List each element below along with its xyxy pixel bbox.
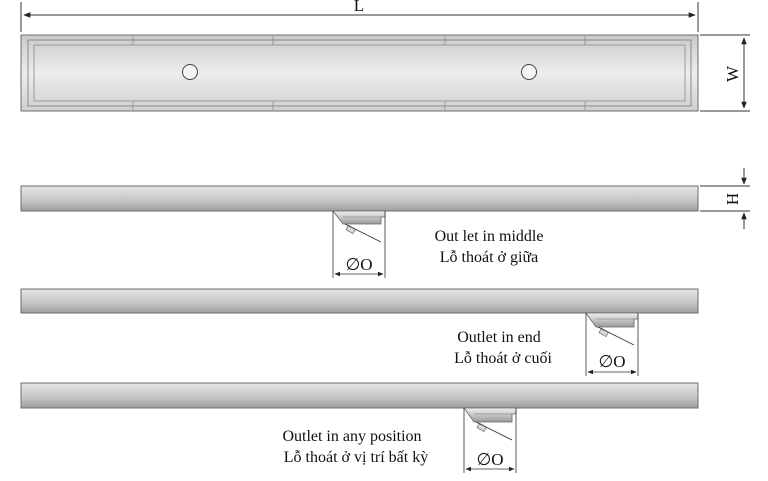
caption-vi-middle: Lỗ thoát ở giữa <box>439 249 539 266</box>
top-view <box>21 0 750 111</box>
outlet-diameter-label: ∅O <box>476 450 504 469</box>
height-label: H <box>723 192 742 206</box>
side-view-middle-outlet <box>21 168 750 278</box>
caption-en-end: Outlet in end <box>457 329 541 346</box>
outlet-end <box>586 313 638 376</box>
drain-body-side <box>21 383 698 408</box>
caption-en-any: Outlet in any position <box>282 428 422 445</box>
lift-hole-left <box>183 65 198 80</box>
outlet-body <box>333 211 385 224</box>
caption-vi-any: Lỗ thoát ở vị trí bất kỳ <box>283 449 429 466</box>
width-label: W <box>723 65 742 83</box>
outlet-body <box>586 313 638 327</box>
outlet-diameter-label: ∅O <box>345 255 373 274</box>
drain-body-side <box>21 289 698 313</box>
outlet-body <box>464 408 516 422</box>
outlet-any <box>464 408 516 473</box>
side-view-end-outlet <box>21 289 698 376</box>
length-label: L <box>353 0 365 15</box>
drain-body-side <box>21 186 698 211</box>
caption-en-middle: Out let in middle <box>434 228 544 245</box>
outlet-middle <box>333 211 385 278</box>
outlet-diameter-label: ∅O <box>598 352 626 371</box>
caption-vi-end: Lỗ thoát ở cuối <box>454 350 552 367</box>
side-view-any-position-outlet <box>21 383 698 473</box>
drain-cover-outer <box>21 35 698 111</box>
lift-hole-right <box>522 65 537 80</box>
